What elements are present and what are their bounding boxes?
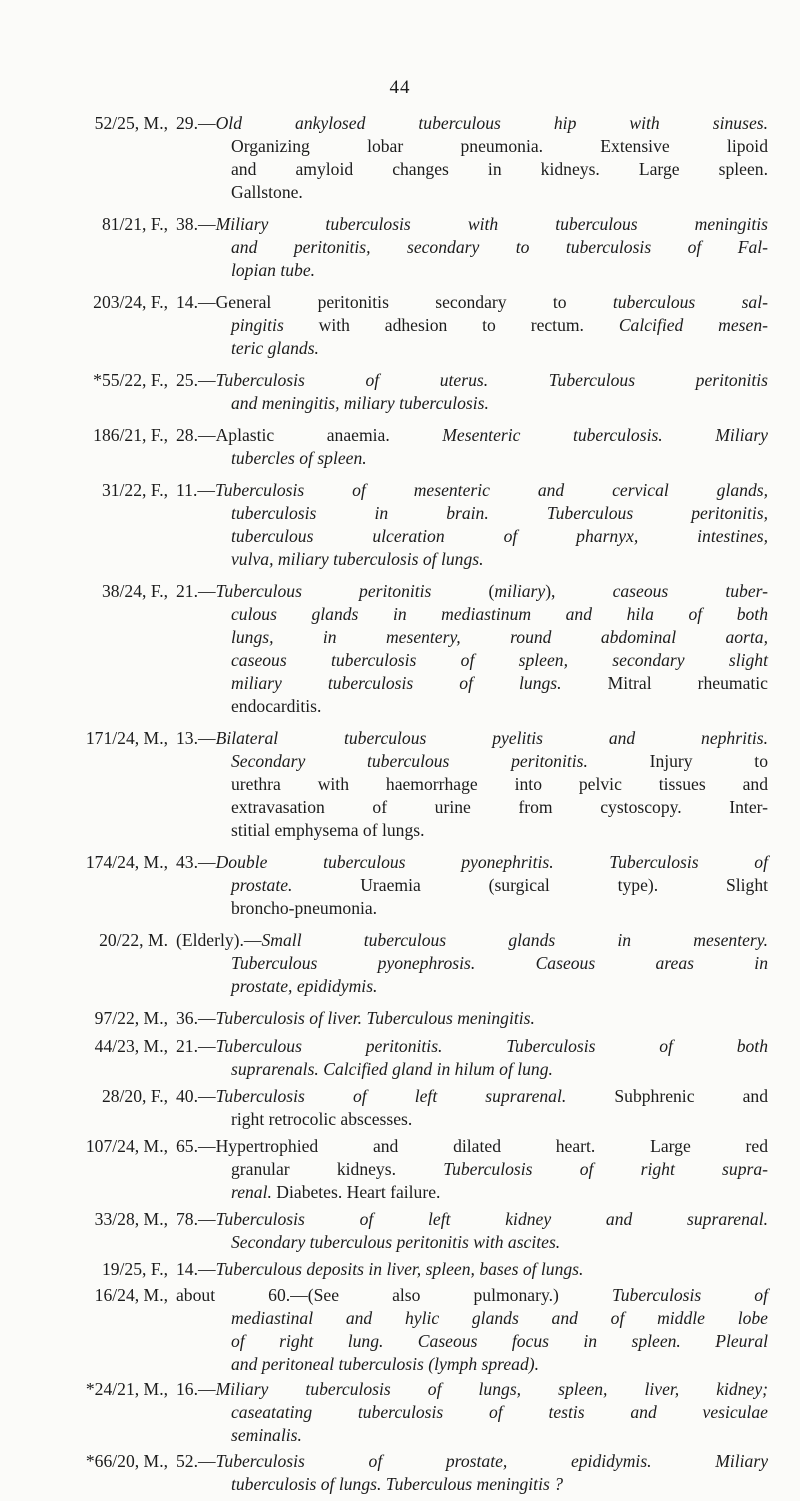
case-entry: [38, 851, 768, 920]
text-line: [176, 337, 768, 360]
case-number: 107/24, M.,: [85, 1136, 168, 1156]
roman-text: with adhesion to rectum.: [283, 315, 619, 335]
text-line: [176, 1085, 768, 1108]
italic-text: pingitis: [231, 315, 284, 335]
text-line: [176, 158, 768, 181]
text-line: [176, 1058, 768, 1081]
case-number: 81/21, F.,: [101, 214, 168, 234]
text-line: [176, 750, 768, 773]
case-description: [176, 291, 768, 360]
text-line: [176, 112, 768, 135]
italic-text: suprarenals. Calcified gland in hilum of lung.: [231, 1059, 553, 1079]
text-line: [176, 213, 768, 236]
text-line: [176, 548, 768, 571]
italic-text: lopian tube.: [231, 260, 316, 280]
roman-text: (Elderly).—: [176, 930, 262, 950]
italic-text: Tuberculosis of left suprarenal.: [215, 1086, 567, 1106]
case-description: [176, 424, 768, 470]
case-number: *55/22, F.,: [93, 370, 168, 390]
roman-text: 78.—: [176, 1209, 216, 1229]
roman-text: 29.—: [176, 113, 216, 133]
italic-text: and peritonitis, secondary to tuberculosis of Fal-: [231, 237, 768, 257]
text-line: [176, 314, 768, 337]
text-line: [176, 773, 768, 796]
case-description: [176, 1208, 768, 1254]
italic-text: renal.: [231, 1182, 272, 1202]
italic-text: tubercles of spleen.: [231, 448, 367, 468]
case-entry: [38, 727, 768, 842]
case-description: [176, 580, 768, 718]
text-line: [176, 525, 768, 548]
case-number: 174/24, M.,: [85, 852, 168, 872]
roman-text: about 60.—(See also pulmonary.): [176, 1285, 612, 1305]
roman-text: 25.—: [176, 370, 216, 390]
case-list: [38, 112, 768, 1501]
italic-text: tuberculous ulceration of pharnyx, intestines,: [231, 526, 768, 546]
italic-text: lungs, in mesentery, round abdominal aorta,: [231, 627, 768, 647]
roman-text: right retrocolic abscesses.: [231, 1109, 413, 1129]
roman-text: Organizing lobar pneumonia. Extensive lipoid: [231, 136, 768, 156]
case-entry: [38, 1284, 768, 1376]
roman-text: 38.—: [176, 214, 216, 234]
case-description: [176, 1135, 768, 1204]
roman-text: 13.—: [176, 728, 216, 748]
text-line: [176, 369, 768, 392]
text-line: [176, 851, 768, 874]
roman-text: 52.—: [176, 1451, 216, 1471]
roman-text: 28.—Aplastic anaemia.: [176, 425, 443, 445]
text-line: [176, 392, 768, 415]
roman-text: Gallstone.: [231, 182, 303, 202]
case-entry: [38, 1450, 768, 1496]
text-line: [176, 952, 768, 975]
text-line: [176, 1181, 768, 1204]
text-line: [176, 181, 768, 204]
case-entry: [38, 1135, 768, 1204]
text-line: [176, 603, 768, 626]
text-line: [176, 695, 768, 718]
case-number: 186/21, F.,: [93, 425, 168, 445]
text-line: [176, 259, 768, 282]
italic-text: prostate, epididymis.: [231, 976, 378, 996]
text-line: [176, 135, 768, 158]
text-line: [176, 447, 768, 470]
roman-text: 36.—: [176, 1008, 216, 1028]
roman-text: Diabetes. Heart failure.: [271, 1182, 441, 1202]
case-description: [176, 112, 768, 204]
text-line: [176, 897, 768, 920]
case-number: *24/21, M.,: [85, 1379, 168, 1399]
italic-text: Miliary tuberculosis of lungs, spleen, liver, kidney;: [215, 1379, 768, 1399]
text-line: [176, 1208, 768, 1231]
italic-text: and meningitis, miliary tuberculosis.: [231, 393, 489, 413]
roman-text: urethra with haemorrhage into pelvic tissues and: [231, 774, 768, 794]
case-description: [176, 479, 768, 571]
italic-text: Double tuberculous pyonephritis. Tuberculosis of: [215, 852, 768, 872]
italic-text: mediastinal and hylic glands and of middle lobe: [231, 1308, 768, 1328]
text-line: [176, 727, 768, 750]
italic-text: prostate.: [231, 875, 293, 895]
roman-text: 14.—General peritonitis secondary to: [176, 292, 613, 312]
case-description: [176, 369, 768, 415]
case-entry: [38, 1208, 768, 1254]
text-line: [176, 291, 768, 314]
text-line: [176, 975, 768, 998]
case-entry: [38, 112, 768, 204]
roman-text: 43.—: [176, 852, 216, 872]
text-line: [176, 1158, 768, 1181]
italic-text: Tuberculosis of uterus. Tuberculous peritonitis: [215, 370, 768, 390]
text-line: [176, 649, 768, 672]
text-line: [176, 1108, 768, 1131]
case-entry: [38, 213, 768, 282]
case-entry: [38, 369, 768, 415]
text-line: [176, 1307, 768, 1330]
italic-text: Tuberculosis of liver. Tuberculous meningitis.: [215, 1008, 535, 1028]
italic-text: Tuberculosis of right supra-: [443, 1159, 769, 1179]
italic-text: caseous tuberculosis of spleen, secondary slight: [231, 650, 768, 670]
text-line: [176, 1353, 768, 1376]
text-line: [176, 1135, 768, 1158]
case-entry: [38, 479, 768, 571]
roman-text: endocarditis.: [231, 696, 322, 716]
italic-text: teric glands.: [231, 338, 319, 358]
italic-text: Small tuberculous glands in mesentery.: [261, 930, 768, 950]
italic-text: Secondary tuberculous peritonitis with ascites.: [231, 1232, 561, 1252]
text-line: [176, 1401, 768, 1424]
case-description: [176, 727, 768, 842]
case-description: [176, 1035, 768, 1081]
italic-text: Calcified mesen-: [618, 315, 768, 335]
italic-text: Tuberculosis of left kidney and suprarenal.: [215, 1209, 768, 1229]
case-number: 28/20, F.,: [101, 1086, 168, 1106]
text-line: [176, 1007, 768, 1030]
text-line: [176, 580, 768, 603]
italic-text: caseous tuber-: [612, 581, 769, 601]
roman-text: Mitral rheumatic: [561, 673, 768, 693]
roman-text: 21.—: [176, 581, 216, 601]
italic-text: caseatating tuberculosis of testis and vesiculae: [231, 1402, 768, 1422]
case-description: [176, 1450, 768, 1496]
roman-text: (: [431, 581, 495, 601]
text-line: [176, 672, 768, 695]
italic-text: Tuberculous peritonitis. Tuberculosis of both: [215, 1036, 768, 1056]
roman-text: Uraemia (surgical type). Slight: [292, 875, 768, 895]
case-description: [176, 1378, 768, 1447]
text-line: [176, 1231, 768, 1254]
text-line: [176, 1258, 768, 1281]
case-entry: [38, 291, 768, 360]
text-line: [176, 626, 768, 649]
roman-text: 40.—: [176, 1086, 216, 1106]
case-entry: [38, 1007, 768, 1030]
case-number: 19/25, F.,: [101, 1259, 168, 1279]
case-number: 20/22, M.: [99, 930, 168, 950]
case-number: 33/28, M.,: [94, 1209, 168, 1229]
italic-text: tuberculosis in brain. Tuberculous peritonitis,: [231, 503, 768, 523]
italic-text: and peritoneal tuberculosis (lymph spread).: [231, 1354, 540, 1374]
case-number: 203/24, F.,: [93, 292, 168, 312]
text-line: [176, 1424, 768, 1447]
case-entry: [38, 1378, 768, 1447]
case-description: [176, 929, 768, 998]
text-line: [176, 796, 768, 819]
italic-text: seminalis.: [231, 1425, 302, 1445]
case-description: [176, 1007, 768, 1030]
roman-text: Subphrenic and: [566, 1086, 768, 1106]
roman-text: 21.—: [176, 1036, 216, 1056]
italic-text: vulva, miliary tuberculosis of lungs.: [231, 549, 484, 569]
italic-text: Miliary tuberculosis with tuberculous meningitis: [215, 214, 768, 234]
italic-text: miliary tuberculosis of lungs.: [231, 673, 562, 693]
case-number: 16/24, M.,: [94, 1285, 168, 1305]
roman-text: 65.—Hypertrophied and dilated heart. Large red: [176, 1136, 768, 1156]
text-line: [176, 1035, 768, 1058]
text-line: [176, 236, 768, 259]
case-number: *66/20, M.,: [85, 1451, 168, 1471]
text-line: [176, 874, 768, 897]
page-number: 44: [389, 77, 411, 98]
italic-text: Tuberculosis of mesenteric and cervical glands,: [214, 480, 768, 500]
roman-text: and amyloid changes in kidneys. Large spleen.: [231, 159, 768, 179]
roman-text: ),: [545, 581, 613, 601]
text-line: [176, 1330, 768, 1353]
italic-text: Tuberculosis of prostate, epididymis. Miliary: [215, 1451, 768, 1471]
case-number: 52/25, M.,: [94, 113, 168, 133]
roman-text: 16.—: [176, 1379, 216, 1399]
italic-text: Mesenteric tuberculosis. Miliary: [442, 425, 768, 445]
case-description: [176, 1258, 768, 1281]
case-number: 44/23, M.,: [94, 1036, 168, 1056]
case-entry: [38, 424, 768, 470]
roman-text: 11.—: [176, 480, 215, 500]
roman-text: extravasation of urine from cystoscopy. Inter-: [231, 797, 768, 817]
italic-text: tuberculosis of lungs. Tuberculous meningitis ?: [231, 1474, 564, 1494]
text-line: [176, 1450, 768, 1473]
case-entry: [38, 1035, 768, 1081]
case-description: [176, 1284, 768, 1376]
italic-text: Tuberculous deposits in liver, spleen, bases of lungs.: [215, 1259, 584, 1279]
case-entry: [38, 1085, 768, 1131]
roman-text: 14.—: [176, 1259, 216, 1279]
italic-text: Secondary tuberculous peritonitis.: [231, 751, 588, 771]
case-description: [176, 851, 768, 920]
text-line: [176, 819, 768, 842]
roman-text: Injury to: [587, 751, 768, 771]
italic-text: Bilateral tuberculous pyelitis and nephritis.: [215, 728, 768, 748]
roman-text: stitial emphysema of lungs.: [231, 820, 425, 840]
roman-text: broncho-pneumonia.: [231, 898, 378, 918]
text-line: [176, 1473, 768, 1496]
italic-text: of right lung. Caseous focus in spleen. Pleural: [231, 1331, 768, 1351]
case-entry: [38, 1258, 768, 1281]
text-line: [176, 1378, 768, 1401]
italic-text: Tuberculosis of: [611, 1285, 768, 1305]
case-number: 38/24, F.,: [101, 581, 168, 601]
case-description: [176, 1085, 768, 1131]
text-line: [176, 424, 768, 447]
italic-text: culous glands in mediastinum and hila of both: [231, 604, 768, 624]
case-description: [176, 213, 768, 282]
italic-text: tuberculous sal-: [612, 292, 768, 312]
text-line: [176, 479, 768, 502]
italic-text: Tuberculous pyonephrosis. Caseous areas in: [231, 953, 768, 973]
roman-text: granular kidneys.: [231, 1159, 444, 1179]
case-number: 171/24, M.,: [85, 728, 168, 748]
case-number: 31/22, F.,: [101, 480, 168, 500]
italic-text: Tuberculous peritonitis: [215, 581, 432, 601]
italic-text: Old ankylosed tuberculous hip with sinuses.: [215, 113, 768, 133]
italic-text: miliary: [494, 581, 546, 601]
text-line: [176, 502, 768, 525]
case-entry: [38, 580, 768, 718]
text-line: [176, 929, 768, 952]
case-entry: [38, 929, 768, 998]
text-line: [176, 1284, 768, 1307]
case-number: 97/22, M.,: [94, 1008, 168, 1028]
